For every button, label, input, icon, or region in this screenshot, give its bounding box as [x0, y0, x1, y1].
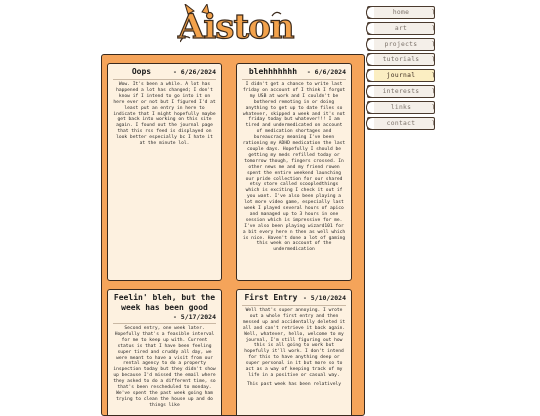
scroll-curl-icon [366, 38, 374, 51]
logo-text: Aiston [178, 7, 294, 47]
scroll-curl-icon [366, 117, 374, 130]
scroll-curl-icon [366, 22, 374, 35]
nav-item-contact[interactable] [367, 117, 435, 130]
nav-item-links[interactable] [367, 101, 435, 114]
scroll-curl-icon [366, 101, 374, 114]
entry-paragraph: This past week has been relatively [246, 381, 342, 387]
nav-item-interests[interactable] [367, 85, 435, 98]
nav-item-journal[interactable] [367, 69, 435, 82]
nav-label: links [390, 103, 412, 111]
entry-date: - 6/26/2024 [172, 68, 216, 76]
entry-body [113, 326, 216, 409]
scroll-curl-icon [366, 85, 374, 98]
nav-label: journal [386, 72, 416, 80]
nav-label: projects [384, 40, 418, 48]
scroll-end-icon: ʅ [432, 71, 435, 79]
journal-entry [107, 289, 222, 416]
entry-paragraph: I didn't get a chance to write last friday on account of I think I forgot my USB at work and I couldn't be bothered remoting in or doing anything to get up to date files so whatever, skipped a week and it's not friday today but whatever!!! I am tired and undermedicated on account of medication shortages and bureaucracy meaning I've been rationing my ADHD medication the last couple days. Hopefully I should be getting my meds refilled today or tomorrow though, fingers crossed. In other news me and my friend rowen spent the entire weekend launching our pride collection for our shared etsy store called scoopledthings which is exciting I check it out if you want. I've also been playing a lot more video game, especially last week I played several hours of apico and managed up to 3 hours in one session which is impressive for me. I've also been playing wizard101 for a bit every here n then as well which is nice. Haven't done a lot of gaming this week on account of the undermedication [242, 82, 346, 253]
nav-item-art[interactable] [367, 22, 435, 35]
nav-label: interests [382, 87, 420, 95]
entry-body [242, 82, 346, 253]
entry-title: Feelin' bleh, but the week has been good [113, 293, 216, 312]
nav-item-home[interactable] [367, 6, 435, 19]
entry-paragraph: Well that's super annoying. I wrote out a whole first entry and then messed up and accidentally deleted it all and can't retrieve it back again. Well, whatever, hello, welcome to my journal, I'm still figuring out how this is all going to work but hopefully it'll work. I don't intend for this to have anything deep or super personal in it but more so to act as a way of keeping track of my life in a positive or casual way. [242, 308, 346, 378]
journal-entry [236, 63, 352, 281]
entry-paragraph: Wow. It's been a while. A lot has happened a lot has changed; I don't know if I intend to go into it on here ever or not but I figured I'd at least put an entry in here to indicate that I might hopefully maybe get back into working on this site again. I found out the journal page that this rss feed is displayed on look better especially bc I hate it at the minute lol. [113, 82, 216, 147]
scroll-end-icon: ʅ [432, 8, 435, 15]
scroll-end-icon: ʅ [432, 118, 435, 126]
entry-title: Oops [131, 67, 152, 76]
scroll-end-icon: ʅ [432, 55, 435, 63]
nav-label: contact [386, 119, 416, 127]
entry-date: - 5/10/2024 [302, 294, 346, 302]
entry-date: - 5/17/2024 [172, 313, 216, 321]
site-logo[interactable] [178, 4, 294, 50]
entry-body [113, 82, 216, 147]
entry-paragraph: Second entry, one week later. Hopefully that's a feasible interval for me to keep up with. Current status is that I have been feeling super tired and cruddy all day, we were meant to have a visit from our rental agency to do a property inspection today but they didn't show up because I'd missed the email where they asked to do a different time, so that's been rescheduled to monday. We've spent the past week going ham trying to clean the house up and do things like [113, 326, 216, 408]
journal-entry [107, 63, 222, 281]
scroll-end-icon: ʅ [432, 86, 435, 94]
entry-divider [113, 323, 216, 324]
journal-entry [236, 289, 352, 416]
scroll-end-icon: ʅ [432, 39, 435, 47]
entry-divider [242, 305, 346, 306]
scroll-curl-icon [366, 6, 374, 19]
entry-title: blehhhhhhh [248, 67, 298, 76]
entry-body [242, 308, 346, 388]
nav-label: home [392, 9, 410, 16]
site-nav [367, 6, 435, 132]
entry-date: - 6/6/2024 [306, 68, 346, 76]
entry-divider [242, 79, 346, 80]
nav-label: art [394, 24, 408, 32]
entry-divider [113, 79, 216, 80]
nav-item-projects[interactable] [367, 38, 435, 51]
scroll-end-icon: ʅ [432, 102, 435, 110]
scroll-end-icon: ʅ [432, 23, 435, 31]
journal-board [101, 54, 365, 416]
nav-label: tutorials [382, 56, 420, 64]
scroll-curl-icon [366, 53, 374, 66]
entry-title: First Entry [244, 293, 298, 302]
scroll-curl-icon [366, 69, 374, 82]
nav-item-tutorials[interactable] [367, 53, 435, 66]
